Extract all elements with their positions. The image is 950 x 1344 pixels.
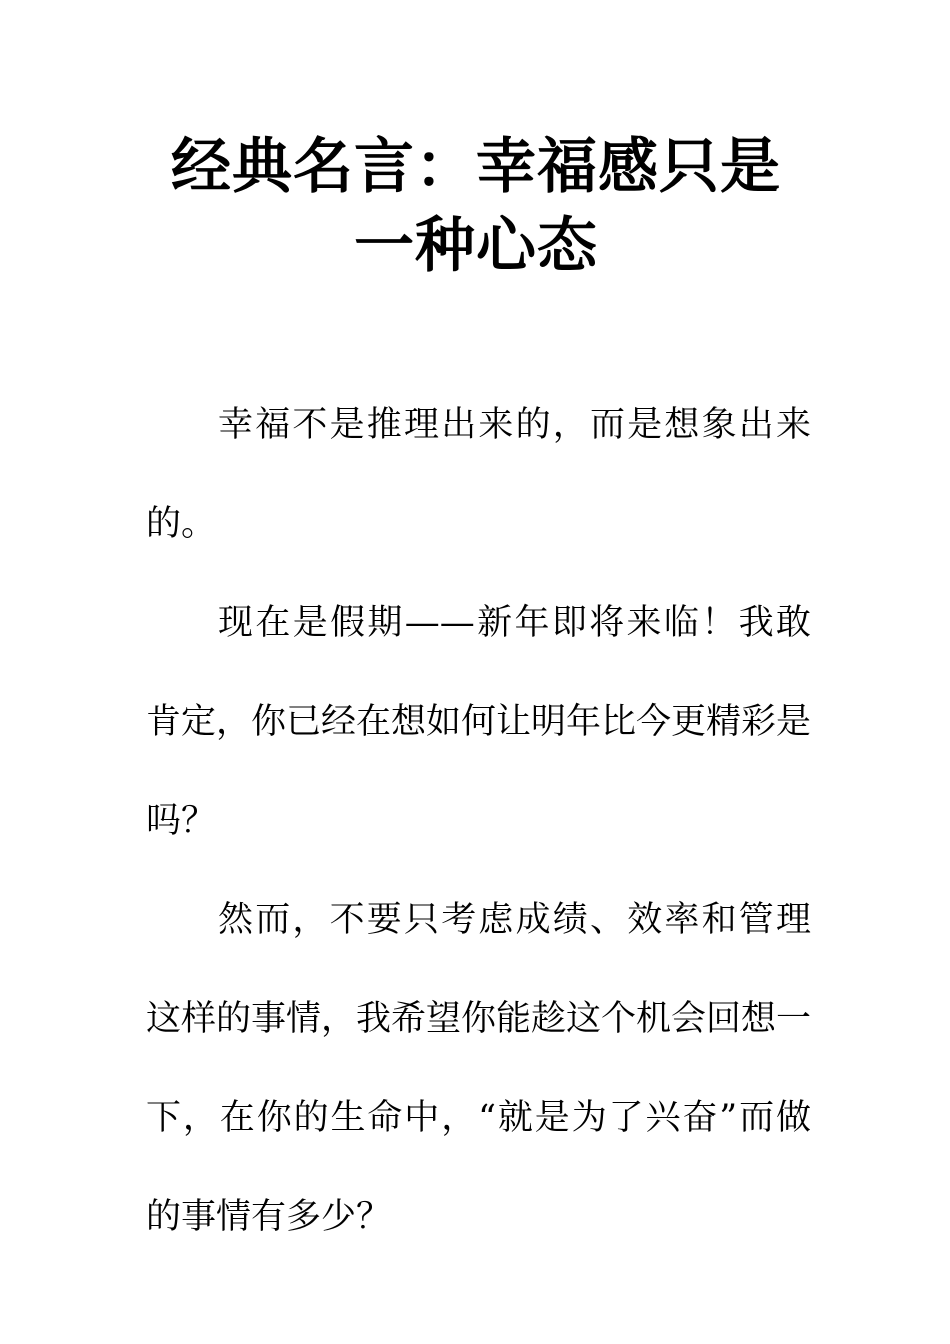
page-title: 经典名言：幸福感只是一种心态 bbox=[171, 132, 781, 281]
paragraph-3: 然而，不要只考虑成绩、效率和管理这样的事情，我希望你能趁这个机会回想一下，在你的生命中，“就是为了兴奋”而做的事情有多少？ bbox=[146, 900, 812, 1237]
paragraph-1: 幸福不是推理出来的，而是想象出来的。 bbox=[146, 405, 811, 544]
document-body bbox=[146, 376, 811, 1267]
paragraph-2: 现在是假期——新年即将来临！我敢肯定，你已经在想如何让明年比今更精彩是吗？ bbox=[146, 603, 812, 841]
